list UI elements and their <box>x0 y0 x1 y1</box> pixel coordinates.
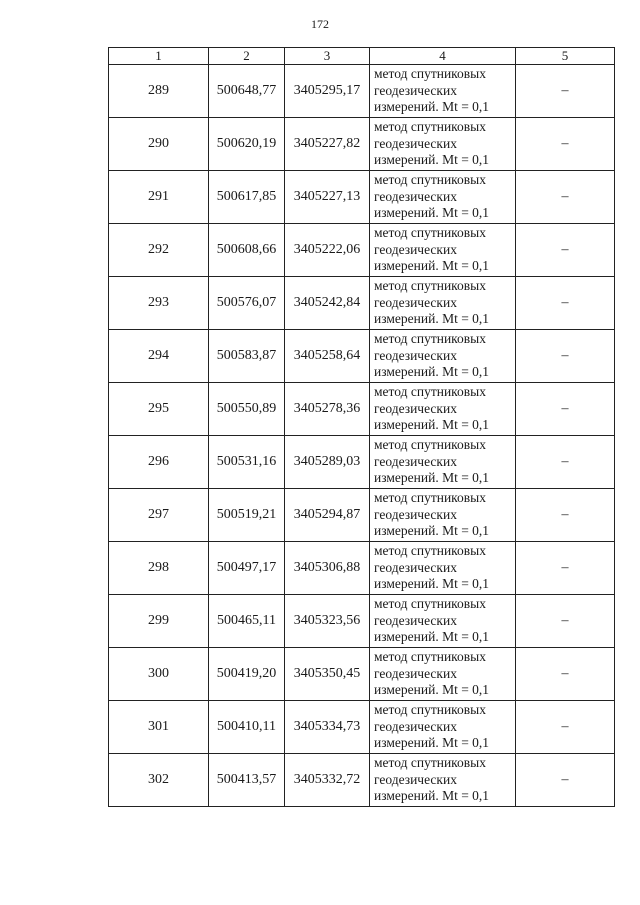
method-line: геодезических <box>374 771 457 787</box>
method-cell <box>370 118 516 171</box>
table-header-row <box>109 48 615 65</box>
method-line: метод спутниковых <box>374 596 486 612</box>
method-line: геодезических <box>374 612 457 628</box>
method-line: измерений. Mt = 0,1 <box>374 258 490 274</box>
point-number-cell: 292 <box>109 224 209 277</box>
column-header: 1 <box>109 48 209 65</box>
method-line: метод спутниковых <box>374 649 486 665</box>
point-number-cell: 302 <box>109 754 209 807</box>
note-cell: – <box>516 595 615 648</box>
table-row <box>109 65 615 118</box>
table-row <box>109 489 615 542</box>
column-header: 4 <box>370 48 516 65</box>
y-coordinate-cell: 3405289,03 <box>285 436 370 489</box>
x-coordinate-cell: 500531,16 <box>209 436 285 489</box>
table-row <box>109 330 615 383</box>
method-cell <box>370 65 516 118</box>
method-line: метод спутниковых <box>374 66 486 82</box>
table-row <box>109 542 615 595</box>
table-row <box>109 701 615 754</box>
table-row <box>109 648 615 701</box>
method-line: геодезических <box>374 241 457 257</box>
table-row <box>109 383 615 436</box>
note-cell: – <box>516 224 615 277</box>
note-cell: – <box>516 436 615 489</box>
table-row <box>109 171 615 224</box>
x-coordinate-cell: 500617,85 <box>209 171 285 224</box>
method-line: метод спутниковых <box>374 543 486 559</box>
y-coordinate-cell: 3405306,88 <box>285 542 370 595</box>
method-line: измерений. Mt = 0,1 <box>374 523 490 539</box>
point-number-cell: 297 <box>109 489 209 542</box>
y-coordinate-cell: 3405334,73 <box>285 701 370 754</box>
method-cell <box>370 277 516 330</box>
table-row <box>109 224 615 277</box>
method-line: метод спутниковых <box>374 278 486 294</box>
method-line: метод спутниковых <box>374 172 486 188</box>
method-line: измерений. Mt = 0,1 <box>374 629 490 645</box>
method-line: геодезических <box>374 82 457 98</box>
method-cell <box>370 648 516 701</box>
method-line: измерений. Mt = 0,1 <box>374 470 490 486</box>
point-number-cell: 301 <box>109 701 209 754</box>
y-coordinate-cell: 3405278,36 <box>285 383 370 436</box>
point-number-cell: 289 <box>109 65 209 118</box>
note-cell: – <box>516 648 615 701</box>
point-number-cell: 298 <box>109 542 209 595</box>
method-line: геодезических <box>374 294 457 310</box>
method-line: измерений. Mt = 0,1 <box>374 417 490 433</box>
method-line: измерений. Mt = 0,1 <box>374 364 490 380</box>
x-coordinate-cell: 500519,21 <box>209 489 285 542</box>
note-cell: – <box>516 171 615 224</box>
note-cell: – <box>516 118 615 171</box>
method-cell <box>370 436 516 489</box>
method-line: метод спутниковых <box>374 225 486 241</box>
y-coordinate-cell: 3405332,72 <box>285 754 370 807</box>
x-coordinate-cell: 500497,17 <box>209 542 285 595</box>
x-coordinate-cell: 500576,07 <box>209 277 285 330</box>
y-coordinate-cell: 3405222,06 <box>285 224 370 277</box>
table-row <box>109 277 615 330</box>
method-line: измерений. Mt = 0,1 <box>374 152 490 168</box>
method-line: измерений. Mt = 0,1 <box>374 205 490 221</box>
point-number-cell: 291 <box>109 171 209 224</box>
x-coordinate-cell: 500550,89 <box>209 383 285 436</box>
x-coordinate-cell: 500410,11 <box>209 701 285 754</box>
column-header: 5 <box>516 48 615 65</box>
note-cell: – <box>516 330 615 383</box>
method-cell <box>370 701 516 754</box>
x-coordinate-cell: 500419,20 <box>209 648 285 701</box>
point-number-cell: 294 <box>109 330 209 383</box>
table-row <box>109 436 615 489</box>
method-line: метод спутниковых <box>374 702 486 718</box>
y-coordinate-cell: 3405350,45 <box>285 648 370 701</box>
y-coordinate-cell: 3405227,82 <box>285 118 370 171</box>
method-cell <box>370 330 516 383</box>
note-cell: – <box>516 277 615 330</box>
point-number-cell: 295 <box>109 383 209 436</box>
method-cell <box>370 595 516 648</box>
method-line: метод спутниковых <box>374 490 486 506</box>
note-cell: – <box>516 701 615 754</box>
method-line: геодезических <box>374 506 457 522</box>
method-line: геодезических <box>374 135 457 151</box>
method-line: измерений. Mt = 0,1 <box>374 576 490 592</box>
method-line: метод спутниковых <box>374 755 486 771</box>
method-line: измерений. Mt = 0,1 <box>374 682 490 698</box>
table-row <box>109 754 615 807</box>
y-coordinate-cell: 3405227,13 <box>285 171 370 224</box>
method-cell <box>370 542 516 595</box>
table-row <box>109 595 615 648</box>
point-number-cell: 296 <box>109 436 209 489</box>
note-cell: – <box>516 65 615 118</box>
method-line: измерений. Mt = 0,1 <box>374 311 490 327</box>
method-line: геодезических <box>374 188 457 204</box>
method-cell <box>370 383 516 436</box>
method-line: геодезических <box>374 453 457 469</box>
method-line: измерений. Mt = 0,1 <box>374 99 490 115</box>
method-line: измерений. Mt = 0,1 <box>374 788 490 804</box>
method-cell <box>370 171 516 224</box>
method-line: геодезических <box>374 400 457 416</box>
x-coordinate-cell: 500465,11 <box>209 595 285 648</box>
method-cell <box>370 754 516 807</box>
coordinates-table <box>108 47 615 807</box>
x-coordinate-cell: 500583,87 <box>209 330 285 383</box>
method-line: геодезических <box>374 559 457 575</box>
method-line: метод спутниковых <box>374 437 486 453</box>
method-line: метод спутниковых <box>374 119 486 135</box>
x-coordinate-cell: 500620,19 <box>209 118 285 171</box>
point-number-cell: 293 <box>109 277 209 330</box>
page-number: 172 <box>311 17 329 31</box>
note-cell: – <box>516 542 615 595</box>
method-line: измерений. Mt = 0,1 <box>374 735 490 751</box>
y-coordinate-cell: 3405294,87 <box>285 489 370 542</box>
table-row <box>109 118 615 171</box>
method-line: геодезических <box>374 665 457 681</box>
note-cell: – <box>516 383 615 436</box>
y-coordinate-cell: 3405258,64 <box>285 330 370 383</box>
point-number-cell: 300 <box>109 648 209 701</box>
method-cell <box>370 489 516 542</box>
x-coordinate-cell: 500608,66 <box>209 224 285 277</box>
y-coordinate-cell: 3405323,56 <box>285 595 370 648</box>
method-line: геодезических <box>374 347 457 363</box>
note-cell: – <box>516 489 615 542</box>
method-line: геодезических <box>374 718 457 734</box>
column-header: 3 <box>285 48 370 65</box>
point-number-cell: 290 <box>109 118 209 171</box>
method-line: метод спутниковых <box>374 331 486 347</box>
point-number-cell: 299 <box>109 595 209 648</box>
method-line: метод спутниковых <box>374 384 486 400</box>
y-coordinate-cell: 3405295,17 <box>285 65 370 118</box>
x-coordinate-cell: 500648,77 <box>209 65 285 118</box>
method-cell <box>370 224 516 277</box>
x-coordinate-cell: 500413,57 <box>209 754 285 807</box>
note-cell: – <box>516 754 615 807</box>
y-coordinate-cell: 3405242,84 <box>285 277 370 330</box>
column-header: 2 <box>209 48 285 65</box>
